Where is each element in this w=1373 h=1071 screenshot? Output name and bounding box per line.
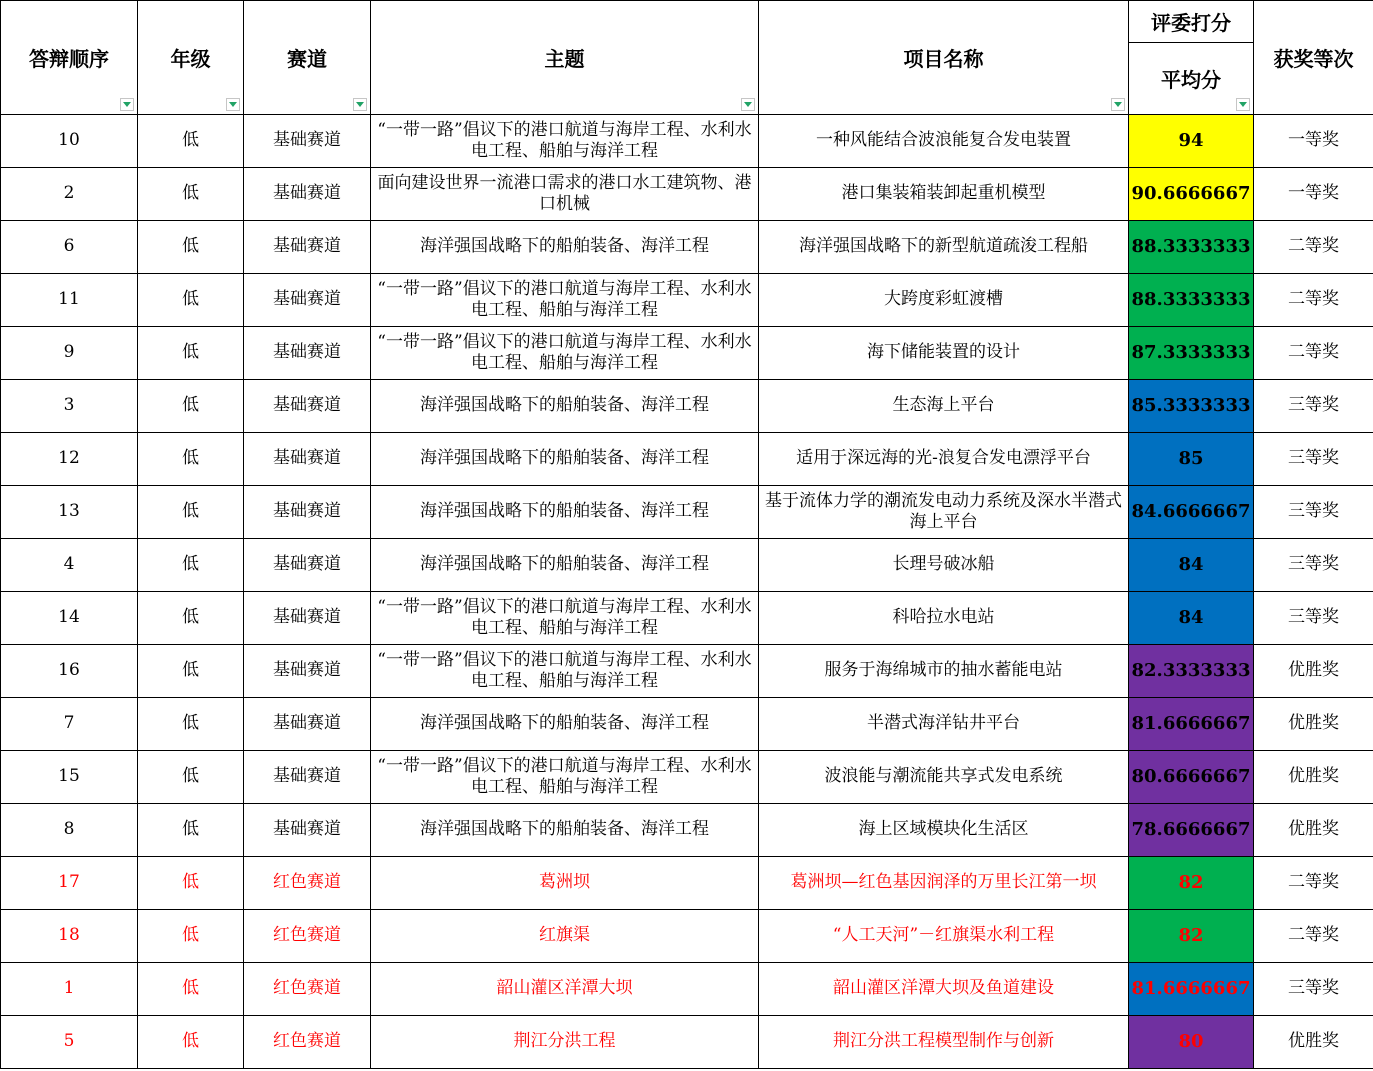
award-cell[interactable]: 三等奖 bbox=[1254, 963, 1373, 1016]
grade-cell[interactable]: 低 bbox=[138, 380, 244, 433]
award-cell[interactable]: 优胜奖 bbox=[1254, 698, 1373, 751]
header-track-label: 赛道 bbox=[287, 47, 327, 71]
filter-dropdown-arrow-icon-order[interactable] bbox=[120, 98, 134, 111]
track-cell[interactable]: 红色赛道 bbox=[244, 1016, 371, 1069]
project-cell[interactable]: 海洋强国战略下的新型航道疏浚工程船 bbox=[759, 221, 1129, 274]
track-cell[interactable]: 基础赛道 bbox=[244, 751, 371, 804]
project-cell[interactable]: 海下储能装置的设计 bbox=[759, 327, 1129, 380]
table-row bbox=[1, 857, 1373, 910]
header-order-label: 答辩顺序 bbox=[29, 47, 109, 71]
table-row bbox=[1, 804, 1373, 857]
table-row bbox=[1, 592, 1373, 645]
theme-cell[interactable]: 葛洲坝 bbox=[371, 857, 759, 910]
grade-cell[interactable]: 低 bbox=[138, 168, 244, 221]
project-cell[interactable]: “人工天河”－红旗渠水利工程 bbox=[759, 910, 1129, 963]
grade-cell[interactable]: 低 bbox=[138, 592, 244, 645]
theme-cell[interactable]: 海洋强国战略下的船舶装备、海洋工程 bbox=[371, 804, 759, 857]
table-row bbox=[1, 486, 1373, 539]
table-row bbox=[1, 327, 1373, 380]
table-row bbox=[1, 274, 1373, 327]
table-row bbox=[1, 221, 1373, 274]
theme-cell[interactable]: 面向建设世界一流港口需求的港口水工建筑物、港口机械 bbox=[371, 168, 759, 221]
header-theme[interactable] bbox=[371, 1, 759, 115]
filter-dropdown-arrow-icon-grade[interactable] bbox=[226, 98, 240, 111]
grade-cell[interactable]: 低 bbox=[138, 698, 244, 751]
header-project-label: 项目名称 bbox=[903, 47, 984, 71]
order-cell[interactable]: 5 bbox=[1, 1016, 138, 1069]
theme-cell[interactable]: “一带一路”倡议下的港口航道与海岸工程、水利水电工程、船舶与海洋工程 bbox=[371, 645, 759, 698]
table-row bbox=[1, 645, 1373, 698]
project-cell[interactable]: 服务于海绵城市的抽水蓄能电站 bbox=[759, 645, 1129, 698]
grade-cell[interactable]: 低 bbox=[138, 1016, 244, 1069]
header-score-label: 平均分 bbox=[1161, 68, 1221, 92]
award-cell[interactable]: 一等奖 bbox=[1254, 115, 1373, 168]
grade-cell[interactable]: 低 bbox=[138, 645, 244, 698]
score-cell[interactable]: 88.3333333 bbox=[1129, 274, 1254, 327]
theme-cell[interactable]: 红旗渠 bbox=[371, 910, 759, 963]
project-cell[interactable]: 大跨度彩虹渡槽 bbox=[759, 274, 1129, 327]
award-cell[interactable]: 优胜奖 bbox=[1254, 751, 1373, 804]
order-cell[interactable]: 10 bbox=[1, 115, 138, 168]
award-cell[interactable]: 一等奖 bbox=[1254, 168, 1373, 221]
grade-cell[interactable]: 低 bbox=[138, 115, 244, 168]
theme-cell[interactable]: 海洋强国战略下的船舶装备、海洋工程 bbox=[371, 698, 759, 751]
project-cell[interactable]: 葛洲坝—红色基因润泽的万里长江第一坝 bbox=[759, 857, 1129, 910]
grade-cell[interactable]: 低 bbox=[138, 486, 244, 539]
order-cell[interactable]: 8 bbox=[1, 804, 138, 857]
track-cell[interactable]: 基础赛道 bbox=[244, 592, 371, 645]
track-cell[interactable]: 基础赛道 bbox=[244, 115, 371, 168]
score-cell[interactable]: 85 bbox=[1129, 433, 1254, 486]
track-cell[interactable]: 红色赛道 bbox=[244, 963, 371, 1016]
grade-cell[interactable]: 低 bbox=[138, 751, 244, 804]
table-row bbox=[1, 963, 1373, 1016]
track-cell[interactable]: 基础赛道 bbox=[244, 274, 371, 327]
track-cell[interactable]: 基础赛道 bbox=[244, 698, 371, 751]
theme-cell[interactable]: 海洋强国战略下的船舶装备、海洋工程 bbox=[371, 433, 759, 486]
track-cell[interactable]: 基础赛道 bbox=[244, 221, 371, 274]
track-cell[interactable]: 基础赛道 bbox=[244, 486, 371, 539]
award-cell[interactable]: 二等奖 bbox=[1254, 857, 1373, 910]
filter-dropdown-arrow-icon-track[interactable] bbox=[353, 98, 367, 111]
theme-cell[interactable]: “一带一路”倡议下的港口航道与海岸工程、水利水电工程、船舶与海洋工程 bbox=[371, 274, 759, 327]
track-cell[interactable]: 基础赛道 bbox=[244, 645, 371, 698]
header-score-group[interactable] bbox=[1129, 1, 1254, 43]
header-theme-label: 主题 bbox=[544, 47, 585, 71]
project-cell[interactable]: 基于流体力学的潮流发电动力系统及深水半潜式海上平台 bbox=[759, 486, 1129, 539]
score-cell[interactable]: 85.3333333 bbox=[1129, 380, 1254, 433]
score-cell[interactable]: 82 bbox=[1129, 857, 1254, 910]
table-row bbox=[1, 698, 1373, 751]
grade-cell[interactable]: 低 bbox=[138, 433, 244, 486]
project-cell[interactable]: 科哈拉水电站 bbox=[759, 592, 1129, 645]
award-cell[interactable]: 二等奖 bbox=[1254, 327, 1373, 380]
project-cell[interactable]: 长理号破冰船 bbox=[759, 539, 1129, 592]
score-cell[interactable]: 94 bbox=[1129, 115, 1254, 168]
award-cell[interactable]: 优胜奖 bbox=[1254, 645, 1373, 698]
project-cell[interactable]: 韶山灌区洋潭大坝及鱼道建设 bbox=[759, 963, 1129, 1016]
project-cell[interactable]: 适用于深远海的光-浪复合发电漂浮平台 bbox=[759, 433, 1129, 486]
order-cell[interactable]: 6 bbox=[1, 221, 138, 274]
grade-cell[interactable]: 低 bbox=[138, 963, 244, 1016]
order-cell[interactable]: 9 bbox=[1, 327, 138, 380]
track-cell[interactable]: 基础赛道 bbox=[244, 433, 371, 486]
track-cell[interactable]: 基础赛道 bbox=[244, 380, 371, 433]
score-cell[interactable]: 80 bbox=[1129, 1016, 1254, 1069]
project-cell[interactable]: 波浪能与潮流能共享式发电系统 bbox=[759, 751, 1129, 804]
header-award-label: 获奖等次 bbox=[1273, 47, 1354, 71]
order-cell[interactable]: 2 bbox=[1, 168, 138, 221]
table-row bbox=[1, 539, 1373, 592]
score-cell[interactable]: 90.6666667 bbox=[1129, 168, 1254, 221]
header-score-group-label: 评委打分 bbox=[1151, 11, 1231, 35]
grade-cell[interactable]: 低 bbox=[138, 910, 244, 963]
score-cell[interactable]: 84.6666667 bbox=[1129, 486, 1254, 539]
project-cell[interactable]: 一种风能结合波浪能复合发电装置 bbox=[759, 115, 1129, 168]
theme-cell[interactable]: 韶山灌区洋潭大坝 bbox=[371, 963, 759, 1016]
award-cell[interactable]: 优胜奖 bbox=[1254, 804, 1373, 857]
project-cell[interactable]: 生态海上平台 bbox=[759, 380, 1129, 433]
award-cell[interactable]: 二等奖 bbox=[1254, 274, 1373, 327]
order-cell[interactable]: 18 bbox=[1, 910, 138, 963]
score-cell[interactable]: 88.3333333 bbox=[1129, 221, 1254, 274]
track-cell[interactable]: 基础赛道 bbox=[244, 539, 371, 592]
score-cell[interactable]: 87.3333333 bbox=[1129, 327, 1254, 380]
track-cell[interactable]: 基础赛道 bbox=[244, 327, 371, 380]
grade-cell[interactable]: 低 bbox=[138, 539, 244, 592]
theme-cell[interactable]: “一带一路”倡议下的港口航道与海岸工程、水利水电工程、船舶与海洋工程 bbox=[371, 751, 759, 804]
theme-cell[interactable]: 海洋强国战略下的船舶装备、海洋工程 bbox=[371, 221, 759, 274]
header-grade[interactable] bbox=[138, 1, 244, 115]
score-cell[interactable]: 84 bbox=[1129, 539, 1254, 592]
award-cell[interactable]: 三等奖 bbox=[1254, 539, 1373, 592]
score-cell[interactable]: 84 bbox=[1129, 592, 1254, 645]
table-row bbox=[1, 380, 1373, 433]
order-cell[interactable]: 3 bbox=[1, 380, 138, 433]
grade-cell[interactable]: 低 bbox=[138, 221, 244, 274]
filter-dropdown-arrow-icon-score[interactable] bbox=[1236, 98, 1250, 111]
table-row bbox=[1, 751, 1373, 804]
grade-cell[interactable]: 低 bbox=[138, 804, 244, 857]
order-cell[interactable]: 13 bbox=[1, 486, 138, 539]
header-order[interactable] bbox=[1, 1, 138, 115]
header-track[interactable] bbox=[244, 1, 371, 115]
score-cell[interactable]: 78.6666667 bbox=[1129, 804, 1254, 857]
order-cell[interactable]: 14 bbox=[1, 592, 138, 645]
order-cell[interactable]: 12 bbox=[1, 433, 138, 486]
award-cell[interactable]: 二等奖 bbox=[1254, 910, 1373, 963]
grade-cell[interactable]: 低 bbox=[138, 857, 244, 910]
filter-dropdown-arrow-icon-project[interactable] bbox=[1111, 98, 1125, 111]
score-cell[interactable]: 81.6666667 bbox=[1129, 698, 1254, 751]
grade-cell[interactable]: 低 bbox=[138, 274, 244, 327]
theme-cell[interactable]: “一带一路”倡议下的港口航道与海岸工程、水利水电工程、船舶与海洋工程 bbox=[371, 327, 759, 380]
theme-cell[interactable]: 海洋强国战略下的船舶装备、海洋工程 bbox=[371, 380, 759, 433]
track-cell[interactable]: 基础赛道 bbox=[244, 168, 371, 221]
award-cell[interactable]: 三等奖 bbox=[1254, 486, 1373, 539]
track-cell[interactable]: 红色赛道 bbox=[244, 857, 371, 910]
order-cell[interactable]: 4 bbox=[1, 539, 138, 592]
score-cell[interactable]: 80.6666667 bbox=[1129, 751, 1254, 804]
award-cell[interactable]: 三等奖 bbox=[1254, 592, 1373, 645]
theme-cell[interactable]: 海洋强国战略下的船舶装备、海洋工程 bbox=[371, 539, 759, 592]
track-cell[interactable]: 红色赛道 bbox=[244, 910, 371, 963]
track-cell[interactable]: 基础赛道 bbox=[244, 804, 371, 857]
award-cell[interactable]: 二等奖 bbox=[1254, 221, 1373, 274]
order-cell[interactable]: 11 bbox=[1, 274, 138, 327]
award-cell[interactable]: 三等奖 bbox=[1254, 433, 1373, 486]
order-cell[interactable]: 17 bbox=[1, 857, 138, 910]
header-project[interactable] bbox=[759, 1, 1129, 115]
theme-cell[interactable]: “一带一路”倡议下的港口航道与海岸工程、水利水电工程、船舶与海洋工程 bbox=[371, 592, 759, 645]
project-cell[interactable]: 海上区域模块化生活区 bbox=[759, 804, 1129, 857]
order-cell[interactable]: 15 bbox=[1, 751, 138, 804]
header-grade-label: 年级 bbox=[170, 47, 211, 71]
grade-cell[interactable]: 低 bbox=[138, 327, 244, 380]
project-cell[interactable]: 荆江分洪工程模型制作与创新 bbox=[759, 1016, 1129, 1069]
theme-cell[interactable]: 海洋强国战略下的船舶装备、海洋工程 bbox=[371, 486, 759, 539]
header-score[interactable] bbox=[1129, 43, 1254, 115]
order-cell[interactable]: 16 bbox=[1, 645, 138, 698]
table-row bbox=[1, 910, 1373, 963]
theme-cell[interactable]: 荆江分洪工程 bbox=[371, 1016, 759, 1069]
table-row bbox=[1, 115, 1373, 168]
header-award[interactable] bbox=[1254, 1, 1373, 115]
award-cell[interactable]: 三等奖 bbox=[1254, 380, 1373, 433]
filter-dropdown-arrow-icon-theme[interactable] bbox=[741, 98, 755, 111]
table-row bbox=[1, 1016, 1373, 1069]
table-row bbox=[1, 433, 1373, 486]
project-cell[interactable]: 港口集装箱装卸起重机模型 bbox=[759, 168, 1129, 221]
table-row bbox=[1, 168, 1373, 221]
score-cell[interactable]: 82 bbox=[1129, 910, 1254, 963]
theme-cell[interactable]: “一带一路”倡议下的港口航道与海岸工程、水利水电工程、船舶与海洋工程 bbox=[371, 115, 759, 168]
score-cell[interactable]: 81.6666667 bbox=[1129, 963, 1254, 1016]
project-cell[interactable]: 半潜式海洋钻井平台 bbox=[759, 698, 1129, 751]
order-cell[interactable]: 7 bbox=[1, 698, 138, 751]
order-cell[interactable]: 1 bbox=[1, 963, 138, 1016]
score-cell[interactable]: 82.3333333 bbox=[1129, 645, 1254, 698]
award-cell[interactable]: 优胜奖 bbox=[1254, 1016, 1373, 1069]
